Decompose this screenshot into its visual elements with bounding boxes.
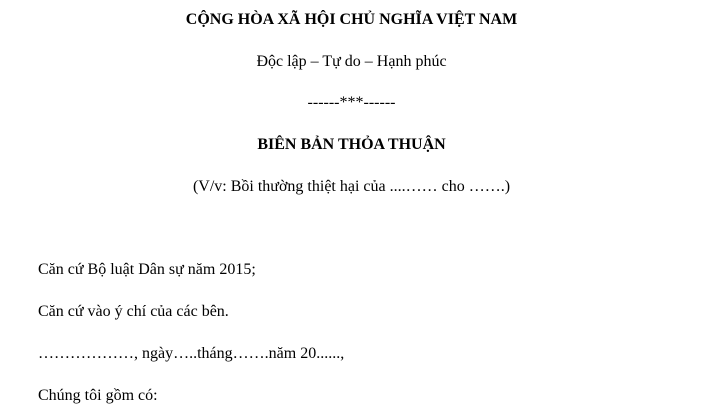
paragraph-legal-basis: Căn cứ Bộ luật Dân sự năm 2015; — [38, 261, 256, 278]
paragraph-place-date: ………………, ngày…..tháng…….năm 20......, — [38, 345, 345, 362]
document-subject: (V/v: Bồi thường thiệt hại của ....…… cho …….) — [192, 178, 511, 195]
document-title: BIÊN BẢN THỎA THUẬN — [257, 136, 446, 153]
paragraph-we-include: Chúng tôi gồm có: — [38, 387, 158, 404]
motto: Độc lập – Tự do – Hạnh phúc — [256, 53, 447, 70]
separator: ------***------ — [307, 94, 396, 111]
national-title: CỘNG HÒA XÃ HỘI CHỦ NGHĨA VIỆT NAM — [185, 11, 518, 28]
paragraph-parties-will: Căn cứ vào ý chí của các bên. — [38, 303, 229, 320]
